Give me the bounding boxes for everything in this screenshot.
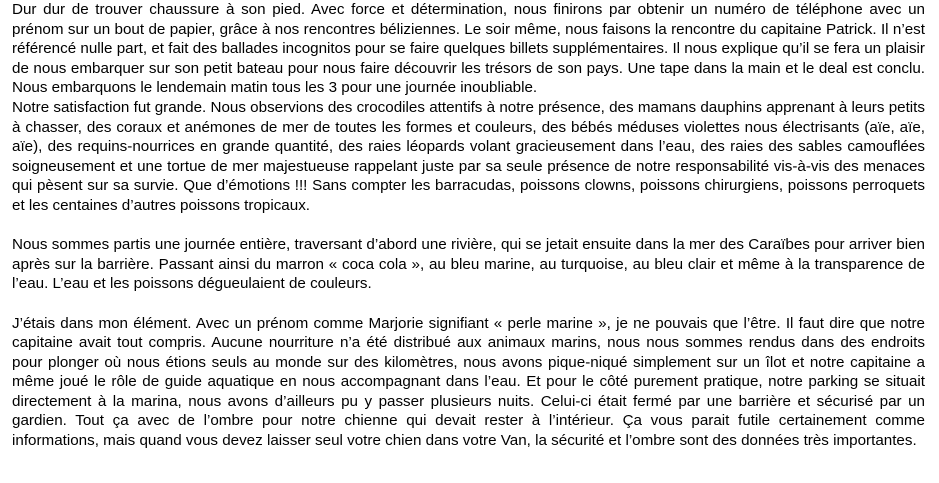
paragraph-my-element: J’étais dans mon élément. Avec un prénom comme Marjorie signifiant « perle marine », je ne pouvais que l’être. Il faut dire que notre capitaine avait tout compris. Aucune nourriture n’a été distribué aux animaux marins, nous nous sommes rendus dans des endroits pour plonger où nous étions seuls au monde sur des kilomètres, nous avons pique-niqué simplement sur un îlot et notre capitaine a même joué le rôle de guide aquatique en nous accompagnant dans l’eau. Et pour le côté purement pratique, notre parking se situait directement à la marina, nous avons d’ailleurs pu y passer plusieurs nuits. Celui-ci était fermé par une barrière et sécurisé par un gardien. Tout ça avec de l’ombre pour notre chienne qui devait rester à l’intérieur. Ça vous parait futile certainement comme informations, mais quand vous devez laisser seul votre chien dans votre Van, la sécurité et l’ombre sont des données très importantes. [12, 314, 925, 450]
paragraph-river-journey: Nous sommes partis une journée entière, traversant d’abord une rivière, qui se jetait ensuite dans la mer des Caraïbes pour arriver bien après sur la barrière. Passant ainsi du marron « coca cola », au bleu marine, au turquoise, au bleu clair et même à la transparence de l’eau. L’eau et les poissons dégueulaient de couleurs. [12, 236, 925, 293]
paragraph-gap [12, 294, 925, 314]
paragraph-captain-patrick: Dur dur de trouver chaussure à son pied. Avec force et détermination, nous finirons par obtenir un numéro de téléphone avec un prénom sur un bout de papier, grâce à nos rencontres béliziennes. Le soir même, nous faisons la rencontre du capitaine Patrick. Il n’est référencé nulle part, et fait des ballades incognitos pour se faire quelques billets supplémentaires. Il nous explique qu’il se fera un plaisir de nous embarquer sur son petit bateau pour nous faire découvrir les trésors de son pays. Une tape dans la main et le deal est conclu. Nous embarquons le lendemain matin tous les 3 pour une journée inoubliable. [12, 1, 925, 97]
paragraph-gap [12, 216, 925, 236]
paragraph-sea-life: Notre satisfaction fut grande. Nous observions des crocodiles attentifs à notre présence, des mamans dauphins apprenant à leurs petits à chasser, des coraux et anémones de mer de toutes les formes et couleurs, des bébés méduses violettes nous électrisants (aïe, aïe, aïe), des requins-nourrices en grande quantité, des raies léopards volant gracieusement dans l’eau, des raies des sables camouflées soigneusement et une tortue de mer majestueuse rappelant juste par sa seule présence de notre responsabilité vis-à-vis des menaces qui pèsent sur sa survie. Que d’émotions !!! Sans compter les barracudas, poissons clowns, poissons chirurgiens, poissons perroquets et les centaines d’autres poissons tropicaux. [12, 98, 925, 214]
